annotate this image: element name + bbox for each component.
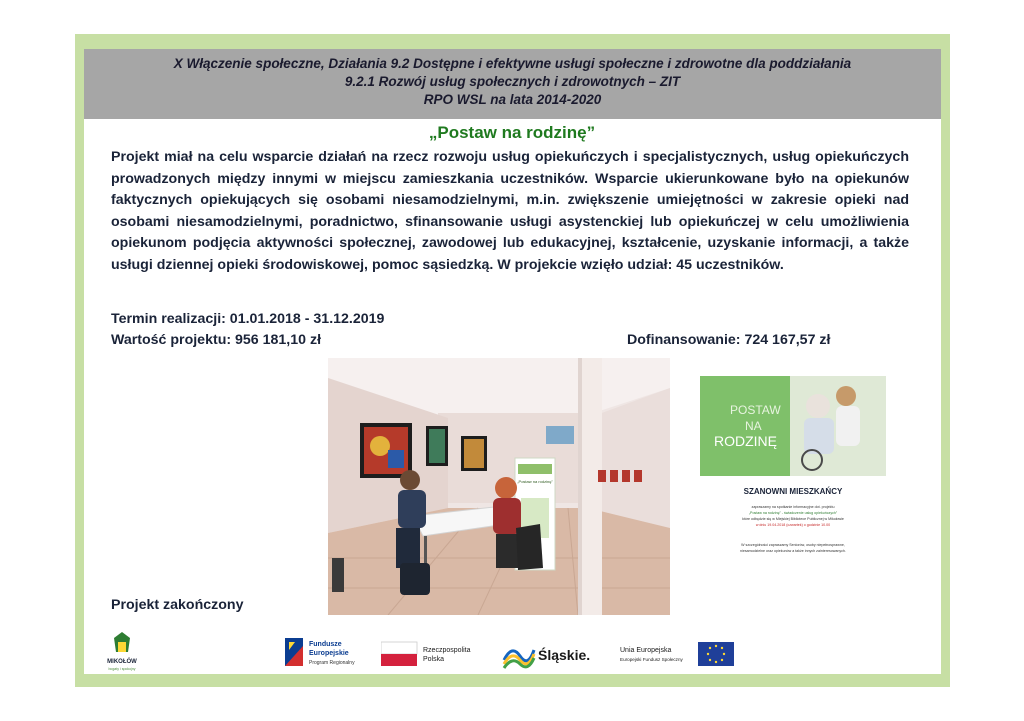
slaskie-logo: [502, 638, 602, 682]
rzeczpospolita-polska-logo: [381, 640, 481, 684]
meeting-photo-svg: [328, 358, 670, 615]
rp-line-1: Rzeczpospolita: [423, 647, 471, 654]
poster-heading: SZANOWNI MIESZKAŃCY: [743, 487, 843, 496]
fe-line-3: Program Regionalny: [309, 660, 355, 666]
eu-flag-icon: [618, 638, 738, 670]
header-line-1: X Włączenie społeczne, Działania 9.2 Dostępne i efektywne usługi społeczne i zdrowotne dla poddziałania: [173, 56, 852, 71]
mikolow-crest-icon: [100, 630, 144, 674]
rp-line-2: Polska: [423, 656, 445, 663]
program-header: [84, 49, 941, 119]
fe-emblem-icon: [285, 636, 375, 670]
rollup-banner-text: „Postaw na rodzinę”: [517, 479, 553, 484]
project-title: „Postaw na rodzinę”: [428, 123, 596, 142]
ue-line-1: Unia Europejska: [620, 647, 672, 654]
mikolow-label: MIKOŁÓW: [107, 659, 137, 665]
poster-text-4: w dniu 19.04.2018 (czwartek) o godzinie 10.00: [755, 523, 831, 527]
mikolow-sub-label: bogaty i spokojny: [108, 667, 136, 671]
poster-text-1: zapraszamy na spotkanie informacyjne dot. projektu: [751, 505, 835, 509]
project-term: Termin realizacji: 01.01.2018 - 31.12.2019: [111, 311, 385, 327]
fe-line-2: Europejskie: [309, 650, 349, 657]
mikolow-logo: [100, 630, 144, 674]
slaskie-label: Śląskie.: [538, 647, 591, 663]
fundusze-europejskie-logo: [285, 636, 375, 680]
project-value: Wartość projektu: 956 181,10 zł: [111, 332, 322, 348]
poster-text-6: niesamodzielne oraz opiekunów a także innych zainteresowanych.: [740, 549, 846, 553]
header-line-3: RPO WSL na lata 2014-2020: [423, 92, 602, 107]
project-description: Projekt miał na celu wsparcie działań na rzecz rozwoju usług opiekuńczych i specjalistycznych, usług opiekuńczych prowadzonych między innymi w miejscu zamieszkania uczestników. Wsparcie ukierunkowane było na opiekunów faktycznych opiekujących się osobami niesamodzielnymi, m.in. zwiększenie umiejętności w zakresie opieki nad osobami niesamodzielnymi, poradnictwo, sfinansowanie usługi asystenckiej lub opiekuńczej w celu umożliwienia opiekunom podjęcia aktywności społecznej, zawodowej lub edukacyjnej, kształcenie, uzyskanie informacji, a także usługi dziennej opieki środowiskowej, pomoc sąsiedzką. W projekcie wzięło udział: 45 uczestników.: [111, 149, 909, 273]
poster-title-line-3: RODZINĘ: [714, 433, 777, 449]
poster-text-5: W szczególności zapraszamy Seniorów, osoby niepełnosprawne,: [741, 543, 845, 547]
poster-text-3: które odbędzie się w Miejskiej Bibliotece Publicznej w Mikołowie: [742, 517, 844, 521]
ue-line-2: Europejski Fundusz Społeczny: [620, 657, 683, 662]
unia-europejska-logo: [618, 638, 738, 682]
poster-title-line-2: NA: [745, 419, 762, 433]
slaskie-waves-icon: [502, 638, 602, 670]
event-poster: [700, 376, 886, 572]
poster-text-2: „Postaw na rodzinę” - świadczenie usług opiekuńczych”: [748, 511, 838, 515]
polish-flag-icon: [381, 640, 481, 668]
fe-line-1: Fundusze: [309, 641, 342, 648]
event-poster-svg: [700, 376, 886, 572]
poster-title-line-1: POSTAW: [730, 403, 781, 417]
header-line-2: 9.2.1 Rozwój usług społecznych i zdrowotnych – ZIT: [344, 74, 681, 89]
project-status: Projekt zakończony: [111, 597, 244, 613]
meeting-photo: [328, 358, 670, 615]
project-funding: Dofinansowanie: 724 167,57 zł: [627, 332, 831, 348]
